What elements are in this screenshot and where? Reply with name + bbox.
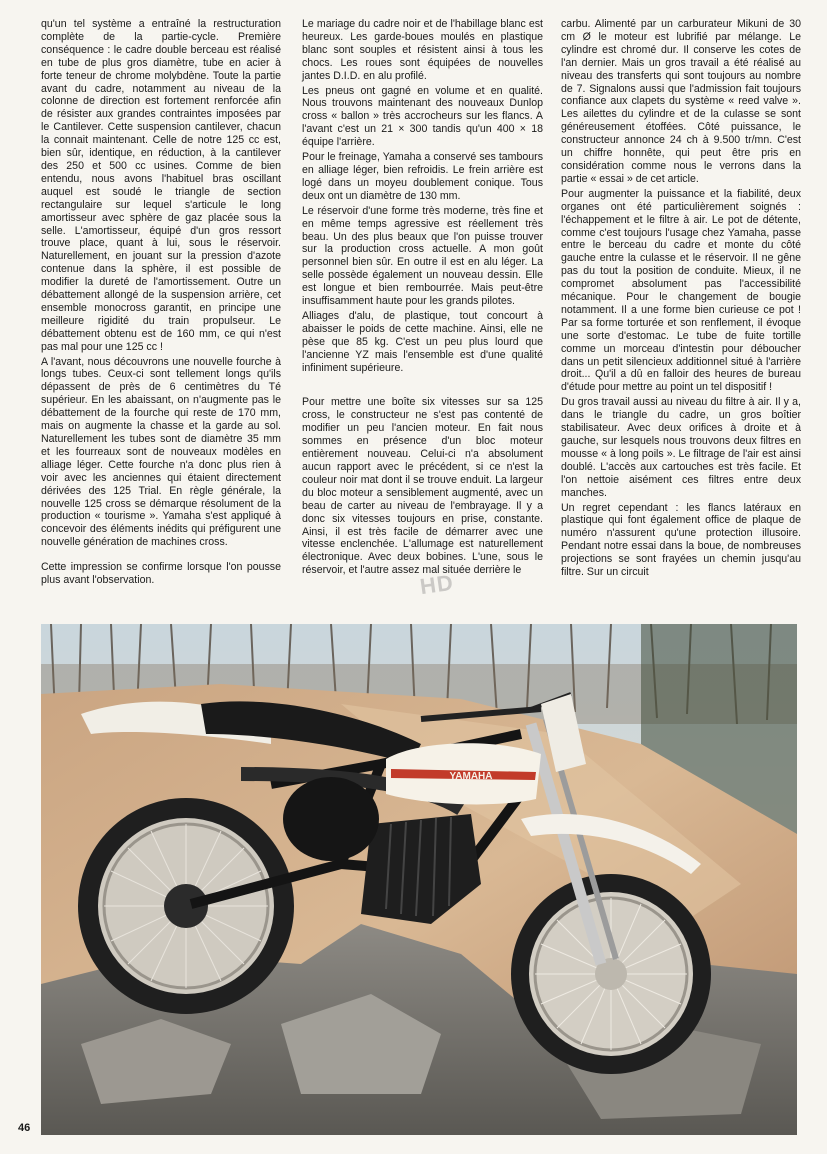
paragraph: Le mariage du cadre noir et de l'habillage blanc est heureux. Les garde-boues moulés en plastique blanc sont souples et résistent ainsi à tous les chocs. Les roues sont équipées de nouvelles jantes D.I.D. en alu profilé. — [302, 18, 543, 82]
paragraph: Alliages d'alu, de plastique, tout concourt à abaisser le poids de cette machine. Ainsi, elle ne pèse que 85 kg. C'est un peu plus lourd que l'ancienne YZ mais l'ensemble est d'une qualité infiniment supérieure. — [302, 309, 543, 374]
paragraph: Pour augmenter la puissance et la fiabilité, deux organes ont été particulièrement soignés : l'échappement et le filtre à air. Le pot de détente, comme c'est toujours l'usage chez Yamaha, passe entre le berceau du cadre et monte du côté gauche entre la culasse et le réservoir. Il ne gêne pas du tout la position de conduite. Mieux, il ne compromet absolument pas l'accessibilité mécanique. Pour le changement de bougie notamment. Il a une forme bien curieuse ce pot ! Par sa forme torturée et son renflement, il évoque une sorte d'estomac. Le tube de fuite tortille comme un morceau d'intestin pour déboucher dans un petit silencieux additionnel situé à l'arrière droit... Qu'il a dû en falloir des heures de bureau d'étude pour mettre au point un tel dispositif ! — [561, 187, 801, 394]
side-number-plate — [283, 777, 379, 861]
text-column-1 — [41, 18, 281, 589]
paragraph: Du gros travail aussi au niveau du filtre à air. Il y a, dans le triangle du cadre, un gros boîtier stabilisateur. Avec deux orifices à droite et à gauche, sur lesquels nous trouvons deux filtres en mousse « à long poils ». Le filtrage de l'air est ainsi doublé. L'accès aux cartouches est très facile. Et l'on nettoie aisément ces filtres entre deux manches. — [561, 396, 801, 499]
text-column-3 — [561, 18, 801, 581]
watermark: HD — [418, 569, 456, 600]
motorcycle-photo — [41, 624, 797, 1135]
paragraph: A l'avant, nous découvrons une nouvelle fourche à longs tubes. Ceux-ci sont tellement longs qu'ils dépassent de près de 6 centimètres du Té supérieur. En les abaissant, on n'augmente pas le débattement de la fourche qui reste de 170 mm, mais on augmente la chasse et la garde au sol. Naturellement les tubes sont de diamètre 35 mm et les fourreaux sont de nouveaux modèles en alliage léger. Cette fourche n'a donc plus rien à voir avec les anciennes qui étaient directement dérivées des 125 Trial. En règle générale, la nouvelle 125 cross se démarque résolument de la production « tourisme ». Yamaha s'est appliqué à concevoir des éléments inédits qui préfigurent une nouvelle génération de machines cross. — [41, 355, 281, 549]
paragraph: Un regret cependant : les flancs latéraux en plastique qui font également office de plaque de numéro n'assurent qu'une protection illusoire. Pendant notre essai dans la boue, de nombreuses projections se sont frayées un chemin jusqu'au filtre. Sur un circuit — [561, 501, 801, 579]
paragraph: Pour mettre une boîte six vitesses sur sa 125 cross, le constructeur ne s'est pas contenté de modifier un peu l'ancien moteur. En fait nous sommes en présence d'un bloc moteur entièrement nouveau. Celui-ci n'a absolument aucun rapport avec le précédent, si ce n'est la couleur noir mat dont il se trouve enduit. La largeur du bloc moteur a sensiblement augmenté, avec un beau de carter au niveau de l'embrayage. Il y a donc six vitesses toujours en prise, constante. Ainsi, il est très facile de démarrer avec une vitesse enclenchée. L'allumage est naturellement électronique. Avec deux bobines. L'une, sous le réservoir, et l'autre assez mal située derrière le — [302, 396, 543, 577]
tank-brand-label: YAMAHA — [449, 771, 493, 782]
paragraph: Les pneus ont gagné en volume et en qualité. Nous trouvons maintenant des nouveaux Dunlop cross « ballon » très accrocheurs sur les flancs. A l'avant c'est un 21 × 300 tandis qu'un 400 × 18 équipe l'arrière. — [302, 84, 543, 149]
paragraph: carbu. Alimenté par un carburateur Mikuni de 30 cm Ø le moteur est lubrifié par mélange. Le cylindre est chromé dur. Il conserve les cotes de l'an dernier. Mais un gros travail a été réalisé au niveau des transferts qui sont toujours au nombre de 7. Signalons aussi que l'admission fait toujours confiance aux clapets du système « reed valve ». Les ailettes du cylindre et de la culasse se sont généreusement étoffées. Côté puissance, le constructeur annonce 24 ch à 9.500 tr/mn. C'est un chiffre honnête, qui peut être pris en considération comme nous le verrons dans la partie « essai » de cet article. — [561, 18, 801, 185]
paragraph: Le réservoir d'une forme très moderne, très fine et en même temps agressive est réellement très beau. Un des plus beaux que l'on puisse trouver sur la production cross actuelle. A mon goût personnel bien sûr. En outre il est en alu léger. La selle possède également un nouveau dessin. Elle est longue et bien rembourrée. Mais peut-être insuffisamment haute pour les grands pilotes. — [302, 204, 543, 308]
paragraph: Cette impression se confirme lorsque l'on pousse plus avant l'observation. — [41, 561, 281, 587]
paragraph: qu'un tel système a entraîné la restructuration complète de la partie-cycle. Première conséquence : le cadre double berceau est réalisé en tube de plus gros diamètre, tube en acier à forte teneur de chrome molybdène. Toute la partie avant du cadre, notamment au niveau de la colonne de direction est fortement renforcée afin de résister aux grandes contraintes imposées par le Cantilever. Cette suspension cantilever, chacun la connait maintenant. Celle de notre 125 cc est, bien sûr, identique, en réduction, à la cantilever des 250 et 500 cc usines. Comme de bien entendu, nous avons l'habituel bras oscillant auquel est soudé le triangle de section rectangulaire sur lequel s'articule le long amortisseur avec sphère de gaz placée sous la selle. L'amortisseur, équipé d'un gros ressort trouve place, quant à lui, sous le réservoir. Naturellement, en jouant sur la pression d'azote contenue dans la sphère, il est possible de modifier la dureté de l'amortissement. Outre un débattement allongé de la suspension arrière, cet ensemble monocross garantit, en principe une meilleure rigidité du train propulseur. Le débattement obtenu est de 160 mm, ce qui n'est pas mal pour une 125 cc ! — [41, 18, 281, 353]
page-number: 46 — [18, 1122, 31, 1134]
paragraph: Pour le freinage, Yamaha a conservé ses tambours en alliage léger, bien refroidis. Le frein arrière est logé dans un moyeu doublement conique. Tous deux ont un diamètre de 130 mm. — [302, 151, 543, 202]
text-column-2 — [302, 18, 543, 579]
